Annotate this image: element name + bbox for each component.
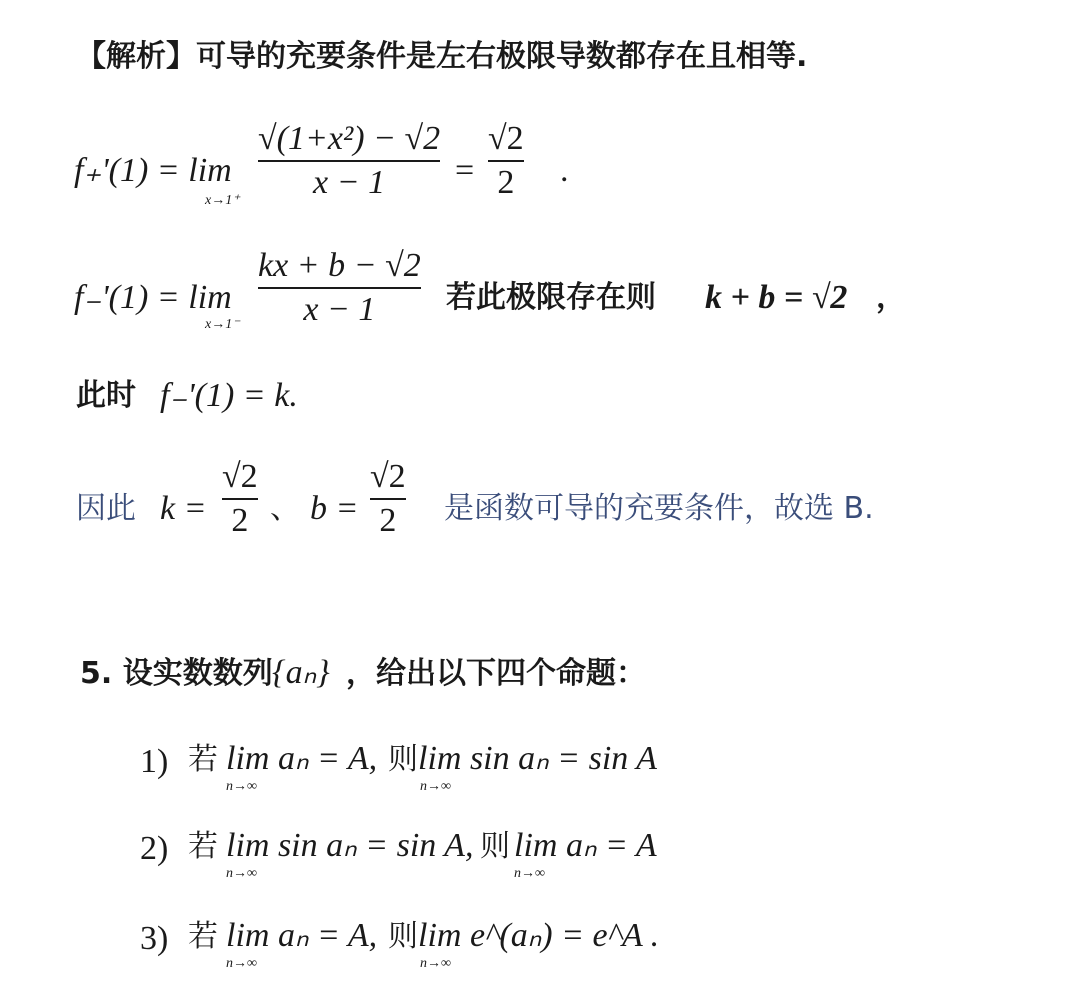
conclusion-suffix: 是函数可导的充要条件，故选 B. bbox=[444, 491, 874, 526]
condition-text: 若此极限存在则 bbox=[446, 280, 656, 315]
fraction-bar bbox=[258, 160, 440, 162]
equals-sign: = bbox=[455, 152, 475, 189]
b-equals: b = bbox=[310, 490, 359, 527]
fraction-bar bbox=[258, 287, 421, 289]
k-denominator: 2 bbox=[231, 502, 249, 539]
limit-fraction bbox=[258, 122, 440, 200]
proposition-number: 2) bbox=[140, 830, 169, 867]
analysis-title: 【解析】可导的充要条件是左右极限导数都存在且相等. bbox=[76, 39, 808, 74]
limit-subscript: n→∞ bbox=[514, 866, 545, 881]
result-fraction bbox=[488, 122, 524, 200]
fraction-numerator: kx + b − √2 bbox=[258, 247, 421, 284]
then-text: 则 bbox=[480, 829, 510, 864]
at-this-time-expression: f₋'(1) = k. bbox=[160, 377, 298, 414]
result-bar bbox=[488, 160, 524, 162]
question-tail: ，给出以下四个命题： bbox=[346, 656, 646, 691]
b-fraction bbox=[370, 460, 406, 538]
then-text: 则 bbox=[388, 742, 418, 777]
limit-subscript: n→∞ bbox=[226, 866, 257, 881]
fraction-denominator: x − 1 bbox=[303, 291, 376, 328]
premise: lim aₙ = A, bbox=[226, 740, 378, 777]
separator: 、 bbox=[270, 491, 300, 526]
result-numerator: √2 bbox=[488, 120, 524, 157]
k-fraction bbox=[222, 460, 258, 538]
comma: ， bbox=[876, 280, 906, 315]
therefore-text: 因此 bbox=[76, 491, 136, 526]
limit-subscript: n→∞ bbox=[226, 956, 257, 971]
proposition-number: 1) bbox=[140, 743, 169, 780]
if-text: 若 bbox=[188, 742, 218, 777]
proposition-number: 3) bbox=[140, 920, 169, 957]
limit-subscript: n→∞ bbox=[420, 779, 451, 794]
limit-subscript: x→1⁺ bbox=[205, 193, 240, 208]
conclusion: lim sin aₙ = sin A bbox=[418, 740, 657, 777]
k-numerator: √2 bbox=[222, 458, 258, 495]
conclusion: lim e^(aₙ) = e^A . bbox=[418, 917, 660, 954]
fraction-denominator: x − 1 bbox=[313, 164, 386, 201]
b-denominator: 2 bbox=[379, 502, 397, 539]
sequence-notation: {aₙ} bbox=[272, 654, 330, 691]
b-bar bbox=[370, 498, 406, 500]
limit-subscript: x→1⁻ bbox=[205, 317, 240, 332]
lhs-left-derivative: f₋'(1) = lim bbox=[74, 279, 232, 316]
then-text: 则 bbox=[388, 919, 418, 954]
if-text: 若 bbox=[188, 829, 218, 864]
period: . bbox=[560, 152, 569, 189]
premise: lim aₙ = A, bbox=[226, 917, 378, 954]
limit-fraction bbox=[258, 249, 421, 327]
conclusion: lim aₙ = A bbox=[514, 827, 657, 864]
fraction-numerator: √(1+x²) − √2 bbox=[258, 120, 441, 157]
condition-expression: k + b = √2 bbox=[705, 279, 848, 316]
limit-subscript: n→∞ bbox=[226, 779, 257, 794]
result-denominator: 2 bbox=[497, 164, 515, 201]
k-bar bbox=[222, 498, 258, 500]
if-text: 若 bbox=[188, 919, 218, 954]
b-numerator: √2 bbox=[370, 458, 406, 495]
lhs-right-derivative: f₊'(1) = lim bbox=[74, 152, 232, 189]
at-this-time-text: 此时 bbox=[76, 378, 136, 413]
limit-subscript: n→∞ bbox=[420, 956, 451, 971]
question-lead: 5. 设实数数列 bbox=[80, 656, 273, 691]
premise: lim sin aₙ = sin A, bbox=[226, 827, 474, 864]
k-equals: k = bbox=[160, 490, 207, 527]
